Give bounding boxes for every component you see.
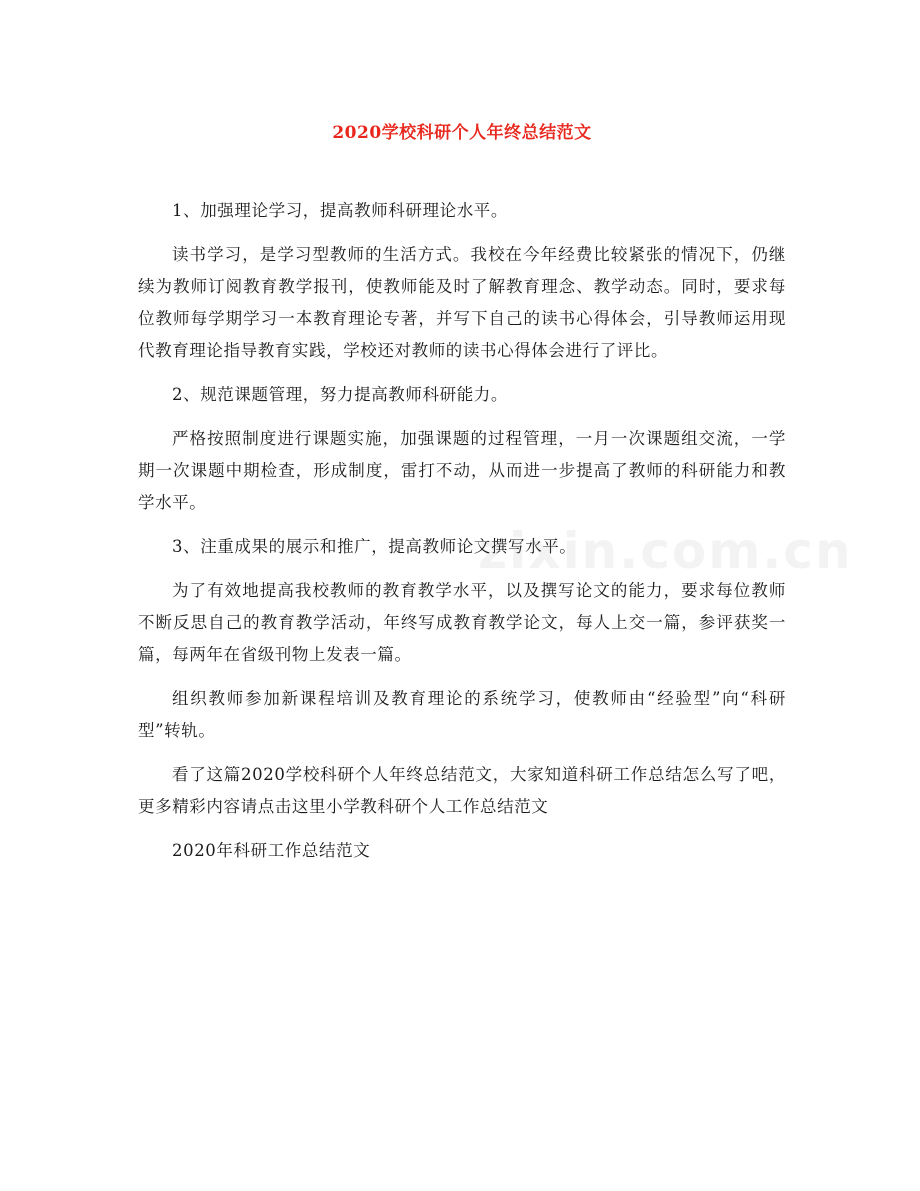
section-heading-3: 3、注重成果的展示和推广，提高教师论文撰写水平。 (172, 537, 577, 556)
section-heading-2: 2、规范课题管理，努力提高教师科研能力。 (172, 385, 508, 404)
section-heading-1: 1、加强理论学习，提高教师科研理论水平。 (172, 201, 508, 220)
paragraph: 为了有效地提高我校教师的教育教学水平，以及撰写论文的能力，要求每位教师不断反思自己的教育教学活动，年终写成教育教学论文，每人上交一篇，参评获奖一篇，每两年在省级刊物上发表一篇。 (138, 581, 786, 664)
paragraph: 严格按照制度进行课题实施，加强课题的过程管理，一月一次课题组交流，一学期一次课题中期检查，形成制度，雷打不动，从而进一步提高了教师的科研能力和教学水平。 (138, 429, 786, 512)
paragraph: 组织教师参加新课程培训及教育理论的系统学习，使教师由“经验型”向“科研型”转轨。 (138, 689, 786, 740)
document-title: 2020学校科研个人年终总结范文 (332, 123, 592, 143)
watermark: zixin.com.cn (478, 522, 853, 580)
paragraph: 读书学习，是学习型教师的生活方式。我校在今年经费比较紧张的情况下，仍继续为教师订阅教育教学报刊，使教师能及时了解教育理念、教学动态。同时，要求每位教师每学期学习一本教育理论专著，并写下自己的读书心得体会，引导教师运用现代教育理论指导教育实践，学校还对教师的读书心得体会进行了评比。 (138, 245, 786, 360)
related-link-text[interactable]: 看了这篇2020学校科研个人年终总结范文，大家知道科研工作总结怎么写了吧，更多精彩内容请点击这里小学教科研个人工作总结范文 (138, 765, 786, 816)
document-page (138, 0, 786, 879)
related-link[interactable]: 2020年科研工作总结范文 (172, 841, 371, 860)
document-body (138, 195, 786, 867)
